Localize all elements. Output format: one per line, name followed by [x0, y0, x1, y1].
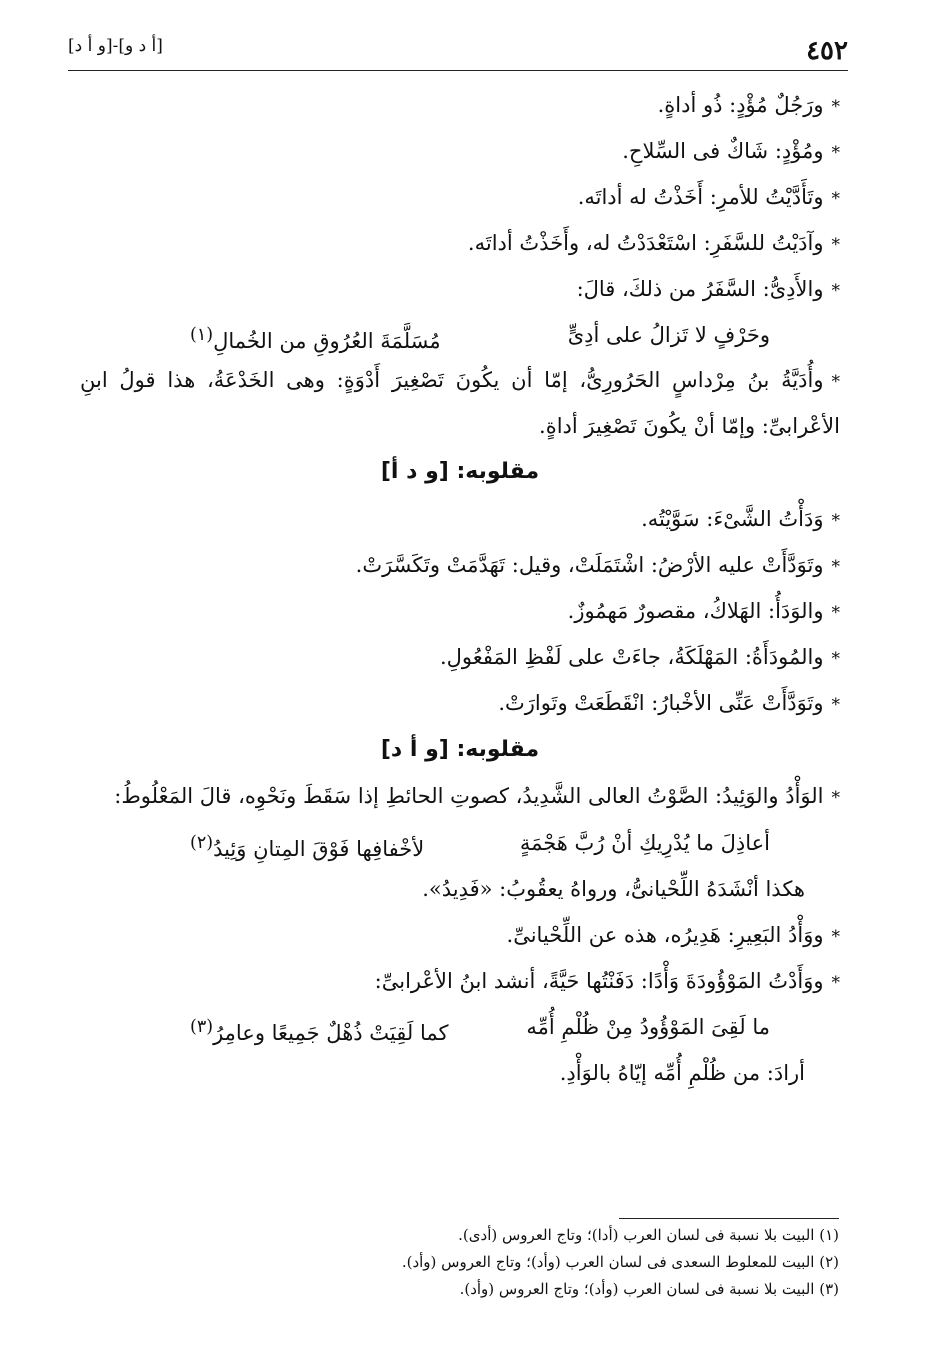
page-header: [68, 30, 848, 70]
entry-line: [80, 588, 840, 634]
star-ornament: *: [831, 372, 840, 392]
star-ornament: *: [831, 649, 840, 669]
body-text: [80, 82, 840, 1096]
star-ornament: *: [831, 143, 840, 163]
star-ornament: *: [831, 557, 840, 577]
entry-text: وآدَيْتُ للسَّفَرِ: اسْتَعْدَدْتُ له، وأَخَذْتُ أداتَه.: [467, 231, 824, 255]
star-ornament: *: [831, 973, 840, 993]
entry-line: [80, 680, 840, 726]
entry-text: ووَأَدْتُ المَوْؤُودَةَ وَأْدًا: دَفَنْتُها حَيَّةً، أنشد ابنُ الأعْرابىِّ:: [374, 969, 824, 993]
verse-hemistich-first: أعاذِلَ ما يُدْرِيكِ أنْ رُبَّ هَجْمَةٍ: [519, 831, 770, 855]
entry-text: ووَأْدُ البَعِيرِ: هَدِيرُه، هذه عن اللِّحْيانىِّ.: [506, 923, 824, 947]
verse-hemistich-first: ما لَقِىَ المَوْؤُودُ مِنْ ظُلْمِ أُمِّه: [526, 1015, 770, 1039]
text-line: أرادَ: من ظُلْمِ أُمِّه إيّاهُ بالوَأْدِ.: [559, 1061, 805, 1085]
entry-text: وَدَأْتُ الشَّىْءَ: سَوَّيْتُه.: [641, 507, 824, 531]
footnote: (٣) البيت بلا نسبة فى لسان العرب (وأد)؛ وتاج العروس (وأد).: [459, 1280, 839, 1298]
section-heading: مقلوبه: [و د أ]: [380, 459, 540, 484]
page-number: ٤٥٢: [806, 36, 848, 66]
footnote: (١) البيت بلا نسبة فى لسان العرب (أدا)؛ وتاج العروس (أدى).: [458, 1226, 839, 1244]
footnote-rule: [619, 1218, 839, 1219]
footnotes: [139, 1222, 839, 1303]
star-ornament: *: [831, 511, 840, 531]
entry-text: وتَأَدَّيْتُ للأمرِ: أَخَذْتُ له أداتَه.: [577, 185, 824, 209]
entry-paragraph: [80, 358, 840, 448]
entry-line: [80, 542, 840, 588]
footnote-marker: (٣): [190, 1017, 214, 1037]
entry-line: [80, 220, 840, 266]
entry-paragraph: [80, 774, 840, 820]
footnote-marker: (١): [190, 325, 214, 345]
entry-text: والوَدَأُ: الهَلاكُ، مقصورٌ مَهمُوزٌ.: [567, 599, 824, 623]
star-ornament: *: [831, 281, 840, 301]
entry-line: [80, 128, 840, 174]
entry-text: ومُؤْدٍ: شَاكٌ فى السِّلاحِ.: [622, 139, 824, 163]
star-ornament: *: [831, 927, 840, 947]
entry-line: [80, 958, 840, 1004]
entry-text: والأَدِىُّ: السَّفَرُ من ذلكَ، قالَ:: [576, 277, 824, 301]
entry-line: [80, 496, 840, 542]
entry-text: وتَوَدَّأَتْ عَنِّى الأخْبارُ: انْقَطَعَتْ وتَوارَتْ.: [498, 691, 824, 715]
poetry-verse: [80, 820, 840, 866]
section-heading: مقلوبه: [و أ د]: [380, 737, 540, 762]
entry-text: وتَوَدَّأَتْ عليه الأرْضُ: اشْتَمَلَتْ، وقيل: تَهَدَّمَتْ وتَكَسَّرَتْ.: [355, 553, 824, 577]
entry-text: وأُدَيَّةُ بنُ مِرْداسٍ الحَرُورِىُّ، إمّا أن يكُونَ تَصْغِيرَ أَدْوَةٍ: وهى الخَدْعَةُ، هذا قولُ ابنِ الأعْرابىِّ: وإمّا أنْ يكُونَ تَصْغِيرَ أداةٍ.: [80, 368, 840, 438]
star-ornament: *: [831, 97, 840, 117]
verse-hemistich-first: وحَرْفٍ لا تَزالُ على أدِىٍّ: [567, 323, 770, 347]
poetry-verse: [80, 312, 840, 358]
entry-line: [80, 266, 840, 312]
poetry-verse: [80, 1004, 840, 1050]
verse-hemistich-second: لأخْفافِها فَوْقَ المِتانِ وَئِيدُ: [213, 837, 425, 861]
text-line: هكذا أنْشَدَهُ اللِّحْيانىُّ، ورواهُ يعقُوبُ: «فَدِيدُ».: [422, 877, 805, 901]
star-ornament: *: [831, 695, 840, 715]
entry-line: [80, 174, 840, 220]
verse-hemistich-second: مُسَلَّمَةَ العُرُوقِ من الخُمالِ: [213, 329, 441, 353]
star-ornament: *: [831, 788, 840, 808]
entry-text: والمُودَأَةُ: المَهْلَكَةُ، جاءَتْ على لَفْظِ المَفْعُولِ.: [439, 645, 824, 669]
running-head: [أ د و]-[و أ د]: [68, 36, 163, 56]
star-ornament: *: [831, 189, 840, 209]
entry-text: الوَأْدُ والوَئِيدُ: الصَّوْتُ العالى الشَّدِيدُ، كصوتِ الحائطِ إذا سَقَطَ ونَحْوِه، قالَ المَعْلُوطُ:: [114, 784, 824, 808]
entry-line: [80, 634, 840, 680]
star-ornament: *: [831, 235, 840, 255]
entry-line: [80, 82, 840, 128]
footnote: (٢) البيت للمعلوط السعدى فى لسان العرب (وأد)؛ وتاج العروس (وأد).: [401, 1253, 839, 1271]
header-rule: [68, 70, 848, 71]
entry-text: ورَجُلٌ مُؤْدٍ: ذُو أداةٍ.: [657, 93, 824, 117]
footnote-marker: (٢): [190, 833, 214, 853]
star-ornament: *: [831, 603, 840, 623]
entry-line: [80, 912, 840, 958]
verse-hemistich-second: كما لَقِيَتْ ذُهْلٌ جَمِيعًا وعامِرُ: [213, 1021, 449, 1045]
